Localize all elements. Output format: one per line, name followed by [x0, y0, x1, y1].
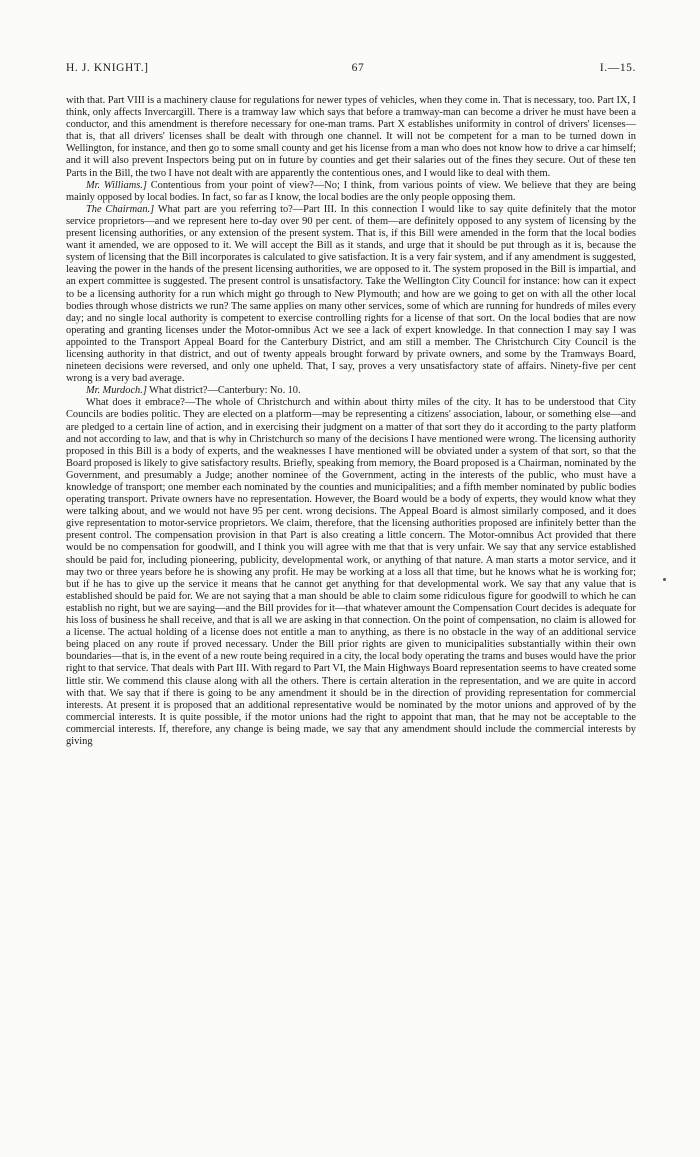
document-reference: I.—15. [599, 62, 636, 74]
paragraph-text: What district?—Canterbury: No. 10. [149, 385, 301, 397]
paragraph [66, 397, 636, 748]
paragraph [66, 95, 636, 180]
speaker-label: Mr. Williams.] [86, 179, 147, 191]
paragraph [66, 204, 636, 385]
page-body [66, 95, 636, 748]
paragraph-text: What does it embrace?—The whole of Christchurch and within about thirty miles of the city. It has to be understood that City Councils are bodies politic. They are elected on a platform—may be representing a citizens' association, labour, or something else—and are pledged to a certain line of action, and in exercising their judgment on a matter of that sort they do it according to the party platform and not according to law, and that is why in Christchurch so many of the decisions I have mentioned were wrong. The licensing authority proposed in this Bill is a body of experts, and the weaknesses I have mentioned will be obviated under a system of that sort, so that the Board proposed is likely to give satisfactory results. Briefly, speaking from memory, the Board proposed is a Chairman, nominated by the Government, and presumably a Judge; another nominee of the Government, acting in the interests of the public, who must have a knowledge of transport; one member each nominated by the counties and municipalities; and a fifth member nominated by public bodies operating transport. Private owners have no representation. However, the Board would be a body of experts, they would know what they were talking about, and we would not have 95 per cent. wrong decisions. The Appeal Board is almost similarly composed, and it does give representation to motor-service proprietors. We claim, therefore, that the licensing authorities proposed are infinitely better than the present control. The compensation provision in that Part is also creating a little concern. The Motor-omnibus Act provided that there would be no compensation for goodwill, and I think you will agree with me that that is very unfair. We say that any service established should be paid for, including pioneering, publicity, developmental work, or anything of that nature. A man starts a motor service, and it may two or three years before he is showing any profit. He may be working at a loss all that time, but he knows what he is working for; but if he has to give up the service it means that he cannot get anything for that developmental work. We say that any value that is established should be paid for. We are not saying that a man should be able to claim some ridiculous figure for goodwill to which he can establish no right, but we are saying—and the Bill provides for it—that whatever amount the Compensation Court decides is adequate for his loss of business he shall receive, and that is all we are asking in that connection. On the point of compensation, no claim is allowed for a license. The actual holding of a license does not entitle a man to anything, as there is no obstacle in the way of an additional service being placed on any route if proved necessary. Under the Bill prior rights are given to municipalities substantially within their own boundaries—that is, in the event of a new route being required in a city, the local body operating the trams and buses would have the prior right to that service. That deals with Part III. With regard to Part VI, the Main Highways Board representation seems to have created some little stir. We commend this clause along with all the others. There is certain alteration in the representation, and we are quite in accord with that. We say that if there is going to be any amendment it should be in the direction of providing representation for commercial interests. At present it is proposed that an additional representative would be nominated by the motor unions and approved of by the commercial interests. It is quite possible, if the motor unions had the right to appoint that man, that he may not be acceptable to the commercial interests. If, therefore, any change is being made, we say that any amendment should include the commercial interests by giving [66, 397, 636, 747]
margin-mark [663, 578, 666, 581]
page-number: 67 [351, 62, 365, 74]
header-author: H. J. KNIGHT.] [66, 62, 149, 74]
paragraph-text: Contentious from your point of view?—No; I think, from various points of view. We believe that they are being mainly opposed by local bodies. In fact, so far as I know, the local bodies are the only people opposing them. [66, 179, 636, 203]
speaker-label: Mr. Murdoch.] [86, 385, 147, 397]
paragraph [66, 385, 636, 397]
running-header [66, 62, 636, 78]
paragraph-text: with that. Part VIII is a machinery clause for regulations for newer types of vehicles, when they come in. That is necessary, too. Part IX, I think, only affects Invercargill. There is a tramway law which says that before a tramway-man can become a driver he must have been a conductor, and this amendment is therefore necessary for one-man trams. Part X establishes uniformity in control of drivers' licenses—that is, that all drivers' licenses shall be dealt with through one channel. It will not be competent for a man to be turned down in Wellington, for instance, and then go to some small county and get his license from a man who does not know how to drive a car himself; and it will also prevent Inspectors being put on in future by counties and get their salaries out of the fines they secure. Out of these ten Parts in the Bill, the two I have not dealt with are apparently the contentious ones, and I would like to deal with them. [66, 95, 636, 179]
paragraph [66, 180, 636, 204]
speaker-label: The Chairman.] [86, 203, 155, 215]
paragraph-text: What part are you referring to?—Part III. In this connection I would like to say quite definitely that the motor service proprietors—and we represent here to-day over 90 per cent. of them—are definitely opposed to any system of licensing by the present licensing authorities, or any extension of the present system. That is, if this Bill were amended in the form that the local bodies want it amended, we are opposed to it. We will accept the Bill as it stands, and urge that it should be put through as it is, because the system of licensing that the Bill incorporates is calculated to give satisfaction. It is a very fair system, and if any amendment is suggested, leaving the power in the hands of the present licensing authorities, we are opposed to it. The system proposed in the Bill is impartial, and an expert committee is suggested. The present control is unsatisfactory. Take the Wellington City Council for instance: how can it expect to be a licensing authority for a run which might go through to New Plymouth; and how are we going to get on with all the other local bodies through whose districts we run? The same applies on many other services, some of which are running for hundreds of miles every day; and no single local authority is competent to exercise controlling rights for a license of that sort. On the local bodies that are now operating and granting licenses under the Motor-omnibus Act we see a lack of expert knowledge. In that connection I may say I was appointed to the Transport Appeal Board for the Canterbury District, and am still a member. The Christchurch City Council is the licensing authority in that district, and out of twenty appeals brought forward by private owners, and some by the Tramways Board, nineteen decisions were reversed, and only one upheld. That, I say, proves a very unsatisfactory state of affairs. Ninety-five per cent wrong is a very bad average. [66, 203, 636, 385]
